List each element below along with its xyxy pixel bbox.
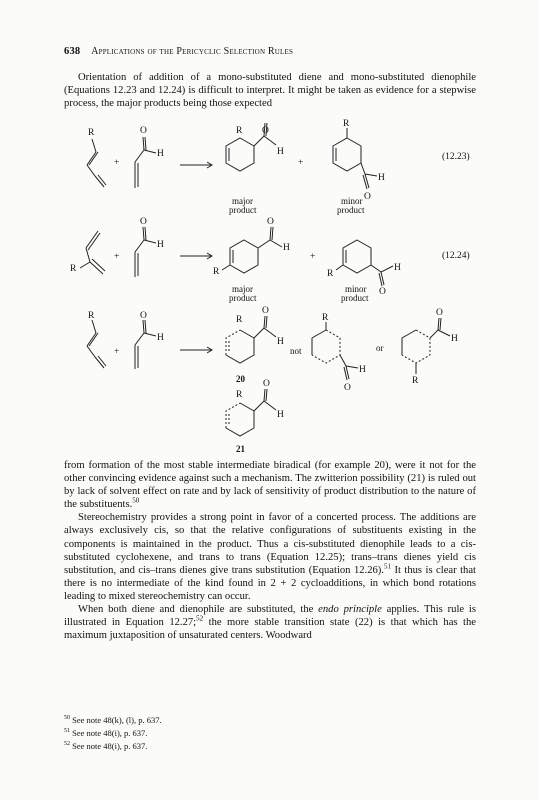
paragraph-biradical: [64, 459, 476, 511]
oxygen-atom: O: [344, 383, 351, 393]
biradical-20-structure: [226, 316, 276, 363]
not-label: not: [290, 346, 302, 356]
plus-sign: +: [310, 252, 316, 262]
oxygen-atom: O: [140, 311, 147, 321]
oxygen-atom: O: [267, 217, 274, 227]
hydrogen-atom: H: [157, 333, 164, 343]
product-label: product: [337, 205, 365, 215]
footnote: [64, 739, 162, 752]
page-number: 638: [64, 46, 81, 57]
or-label: or: [376, 343, 384, 353]
hydrogen-atom: H: [277, 410, 284, 420]
eq-12-24: [70, 217, 470, 303]
paragraph-text: the more stable transition state (22) is that which has the maximum juxtaposition of unsaturated centers. Woodward: [64, 617, 476, 642]
footnote: [64, 713, 162, 726]
substituent-r: R: [322, 313, 329, 323]
footnote-text: See note 48(i), p. 637.: [72, 740, 148, 751]
substituent-r: R: [88, 311, 95, 321]
substituent-r: R: [412, 376, 419, 386]
oxygen-atom: O: [436, 308, 443, 318]
hydrogen-atom: H: [157, 240, 164, 250]
oxygen-atom: O: [262, 306, 269, 316]
diene-structure: [80, 231, 105, 274]
major-product-structure: [222, 227, 282, 273]
eq-12-23: [87, 119, 470, 215]
dienophile-structure: [135, 227, 156, 277]
footnotes: [64, 713, 162, 751]
compound-21-label: 21: [236, 444, 245, 454]
footnote-number: 50: [64, 715, 70, 721]
paragraph-text: applies. This rule is illustrated in Equation 12.27;: [64, 604, 476, 629]
oxygen-atom: O: [140, 126, 147, 136]
paragraph-text: Stereochemistry provides a strong point in favor of a concerted process. The additions are always exclusively cis, so that the relative configurations of substituents existing in the components is maintained in the product. Thus a cis-substituted dienophile leads to a cis-substituted cyclohexene, and trans to trans (Equation 12.25); trans–trans dienes yield cis substitution, and cis–trans dienes give trans substitution (Equation 12.26).: [64, 512, 476, 576]
plus-sign: +: [298, 158, 304, 168]
intro-text: Orientation of addition of a mono-substituted diene and mono-substituted dienophile (Equations 12.23 and 12.24) is difficult to interpret. It might be taken as evidence for a stepwise process, the major products being those expected: [64, 72, 476, 110]
oxygen-atom: O: [262, 126, 269, 136]
footnote-text: See note 48(i), p. 637.: [72, 727, 148, 738]
footnote-number: 51: [64, 727, 70, 734]
diene-structure: [87, 320, 106, 368]
paragraph-text: When both diene and dienophile are substituted, the: [78, 604, 319, 616]
equation-number: (12.24): [442, 251, 470, 261]
major-label: major: [232, 284, 253, 294]
plus-sign: +: [114, 158, 120, 168]
major-label: major: [232, 196, 253, 206]
product-label: product: [341, 293, 369, 303]
hydrogen-atom: H: [378, 173, 385, 183]
body-text: [64, 459, 476, 642]
substituent-r: R: [213, 267, 220, 277]
hydrogen-atom: H: [451, 334, 458, 344]
oxygen-atom: O: [364, 192, 371, 202]
oxygen-atom: O: [140, 217, 147, 227]
minor-product-structure: [336, 240, 393, 286]
paragraph-text: It thus is clear that there is no intermediate of the kind found in 2 + 2 cycloadditions, in which bond rotations leading to mixed stereochemistry can occur.: [64, 564, 476, 602]
emphasis-endo-principle: endo principle: [318, 604, 382, 616]
running-title: Applications of the Pericyclic Selection Rules: [91, 46, 294, 57]
substituent-r: R: [327, 269, 334, 279]
equation-number: (12.23): [442, 152, 470, 162]
substituent-r: R: [343, 119, 350, 129]
paragraph-stereochemistry: [64, 511, 476, 603]
hydrogen-atom: H: [277, 147, 284, 157]
zwitterion-21-structure: [226, 389, 276, 436]
minor-label: minor: [345, 284, 367, 294]
dienophile-structure: [135, 320, 156, 369]
plus-sign: +: [114, 252, 120, 262]
substituent-r: R: [88, 128, 95, 138]
alternative-biradical-structure-2: [402, 318, 450, 374]
diene-structure: [87, 139, 106, 187]
compound-20-label: 20: [236, 374, 245, 384]
hydrogen-atom: H: [394, 263, 401, 273]
footnote: [64, 726, 162, 739]
dienophile-structure: [135, 137, 156, 188]
footnote-ref: 52: [196, 614, 204, 623]
paragraph-text: from formation of the most stable intermediate biradical (for example 20), were it not for the other convincing evidence against such a mechanism. The zwitterion possibility (21) is ruled out by lack of solvent effect on rate and by lack of sensitivity of product distribution to the nature of the substituents.: [64, 460, 476, 511]
footnote-text: See note 48(k), (l), p. 637.: [72, 714, 162, 725]
biradical-scheme: [87, 306, 458, 454]
substituent-r: R: [236, 315, 243, 325]
minor-product-structure: [333, 128, 377, 189]
footnote-number: 52: [64, 740, 70, 747]
hydrogen-atom: H: [277, 337, 284, 347]
hydrogen-atom: H: [283, 243, 290, 253]
product-label: product: [229, 205, 257, 215]
paragraph-endo-principle: [64, 603, 476, 642]
footnote-ref: 50: [132, 496, 140, 505]
footnote-ref: 51: [383, 562, 391, 571]
oxygen-atom: O: [379, 287, 386, 297]
product-label: product: [229, 293, 257, 303]
hydrogen-atom: H: [157, 149, 164, 159]
substituent-r: R: [236, 126, 243, 136]
minor-label: minor: [341, 196, 363, 206]
substituent-r: R: [70, 264, 77, 274]
alternative-biradical-structure: [312, 322, 358, 380]
substituent-r: R: [236, 390, 243, 400]
hydrogen-atom: H: [359, 365, 366, 375]
oxygen-atom: O: [263, 379, 270, 389]
plus-sign: +: [114, 347, 120, 357]
